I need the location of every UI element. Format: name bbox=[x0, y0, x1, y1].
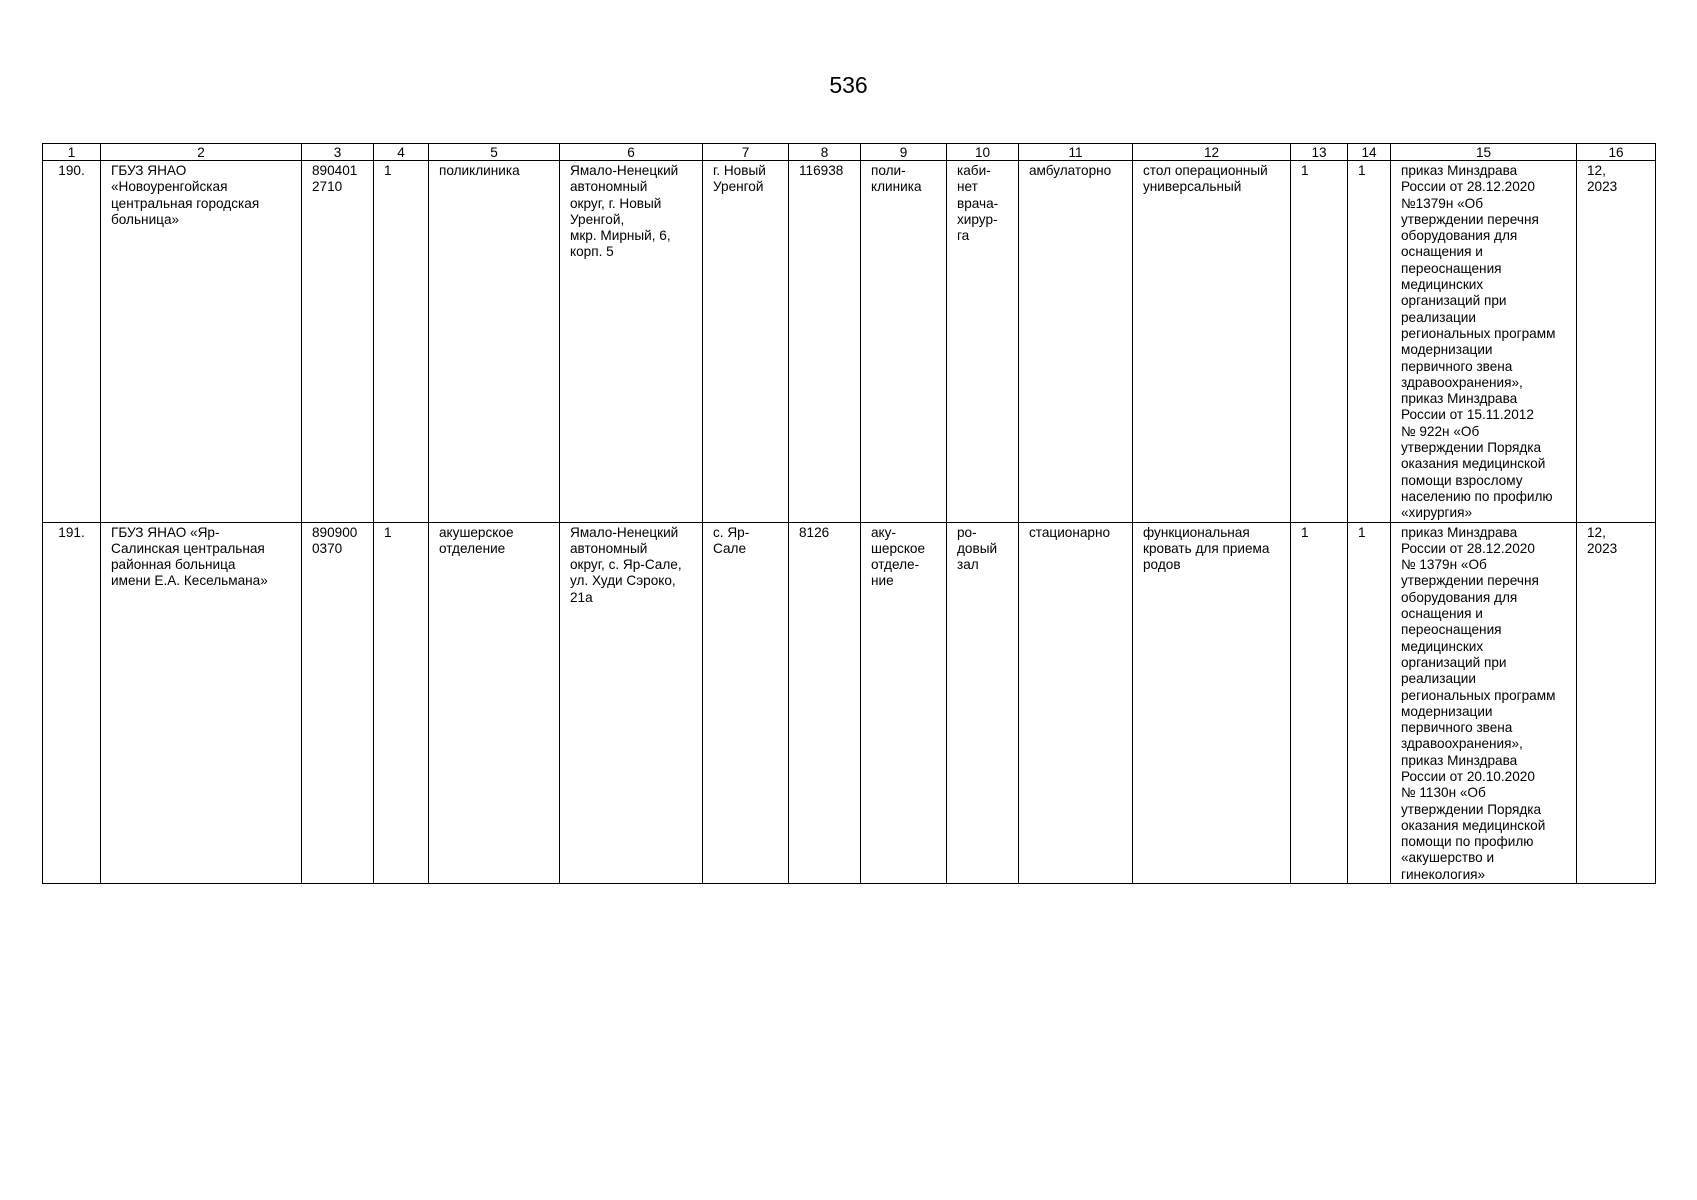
cell-subdivision: аку- шерское отделе- ние bbox=[861, 522, 947, 884]
col-header-12: 12 bbox=[1133, 144, 1291, 161]
equipment-table bbox=[42, 143, 1656, 884]
cell-equipment: функциональная кровать для приема родов bbox=[1133, 522, 1291, 884]
cell-col13: 1 bbox=[1291, 161, 1348, 523]
col-header-10: 10 bbox=[947, 144, 1019, 161]
cell-organization: ГБУЗ ЯНАО «Новоуренгойская центральная городская больница» bbox=[101, 161, 302, 523]
cell-legal-basis: приказ Минздрава России от 28.12.2020 № 1379н «Об утверждении перечня оборудования для оснащения и переоснащения медицинских организаций при реализации региональных программ модернизации первичного звена здравоохранения», приказ Минздрава России от 20.10.2020 № 1130н «Об утверждении Порядка оказания медицинской помощи по профилю «акушерство и гинекология» bbox=[1391, 522, 1577, 884]
col-header-13: 13 bbox=[1291, 144, 1348, 161]
col-header-14: 14 bbox=[1348, 144, 1391, 161]
col-header-8: 8 bbox=[789, 144, 861, 161]
cell-row-number: 191. bbox=[43, 522, 101, 884]
col-header-5: 5 bbox=[429, 144, 560, 161]
cell-organization: ГБУЗ ЯНАО «Яр- Салинская центральная районная больница имени Е.А. Кесельмана» bbox=[101, 522, 302, 884]
cell-period: 12, 2023 bbox=[1577, 161, 1656, 523]
col-header-15: 15 bbox=[1391, 144, 1577, 161]
cell-equipment: стол операционный универсальный bbox=[1133, 161, 1291, 523]
col-header-1: 1 bbox=[43, 144, 101, 161]
cell-col13: 1 bbox=[1291, 522, 1348, 884]
col-header-3: 3 bbox=[302, 144, 374, 161]
cell-col14: 1 bbox=[1348, 522, 1391, 884]
col-header-9: 9 bbox=[861, 144, 947, 161]
cell-row-number: 190. bbox=[43, 161, 101, 523]
cell-code: 890401 2710 bbox=[302, 161, 374, 523]
cell-care-condition: стационарно bbox=[1019, 522, 1133, 884]
cell-population: 116938 bbox=[789, 161, 861, 523]
table-row bbox=[43, 522, 1656, 884]
cell-room: ро- довый зал bbox=[947, 522, 1019, 884]
cell-code: 890900 0370 bbox=[302, 522, 374, 884]
cell-department: поликлиника bbox=[429, 161, 560, 523]
cell-population: 8126 bbox=[789, 522, 861, 884]
cell-department: акушерское отделение bbox=[429, 522, 560, 884]
cell-locality: с. Яр- Сале bbox=[703, 522, 789, 884]
cell-room: каби- нет врача- хирур- га bbox=[947, 161, 1019, 523]
header-row bbox=[43, 144, 1656, 161]
cell-period: 12, 2023 bbox=[1577, 522, 1656, 884]
col-header-16: 16 bbox=[1577, 144, 1656, 161]
cell-address: Ямало-Ненецкий автономный округ, с. Яр-Сале, ул. Худи Сэроко, 21а bbox=[560, 522, 703, 884]
cell-col4: 1 bbox=[374, 161, 429, 523]
cell-col4: 1 bbox=[374, 522, 429, 884]
cell-subdivision: поли- клиника bbox=[861, 161, 947, 523]
col-header-4: 4 bbox=[374, 144, 429, 161]
cell-legal-basis: приказ Минздрава России от 28.12.2020 №1379н «Об утверждении перечня оборудования для оснащения и переоснащения медицинских организаций при реализации региональных программ модернизации первичного звена здравоохранения», приказ Минздрава России от 15.11.2012 № 922н «Об утверждении Порядка оказания медицинской помощи взрослому населению по профилю «хирургия» bbox=[1391, 161, 1577, 523]
col-header-6: 6 bbox=[560, 144, 703, 161]
cell-address: Ямало-Ненецкий автономный округ, г. Новый Уренгой, мкр. Мирный, 6, корп. 5 bbox=[560, 161, 703, 523]
cell-col14: 1 bbox=[1348, 161, 1391, 523]
col-header-11: 11 bbox=[1019, 144, 1133, 161]
col-header-7: 7 bbox=[703, 144, 789, 161]
page-number: 536 bbox=[829, 72, 868, 98]
cell-locality: г. Новый Уренгой bbox=[703, 161, 789, 523]
col-header-2: 2 bbox=[101, 144, 302, 161]
table-row bbox=[43, 161, 1656, 523]
cell-care-condition: амбулаторно bbox=[1019, 161, 1133, 523]
